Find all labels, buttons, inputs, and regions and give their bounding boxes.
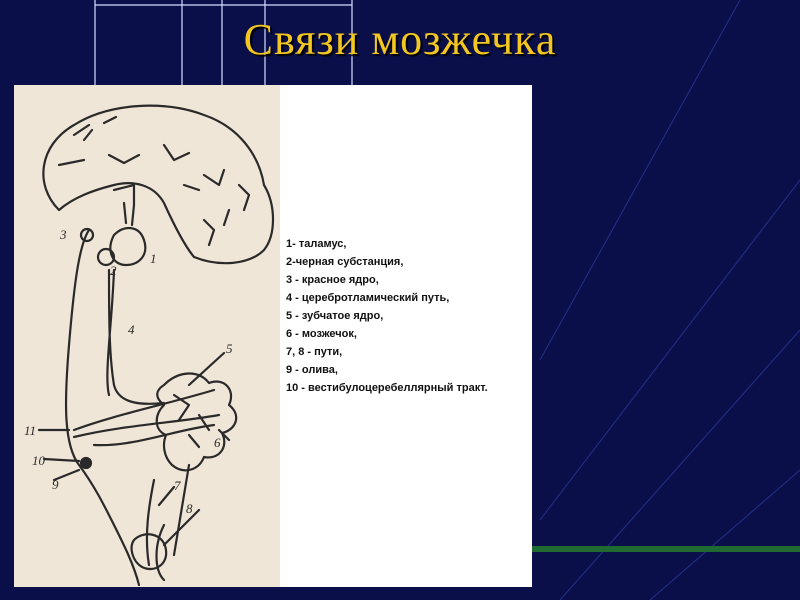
gyri-marks (59, 117, 249, 245)
label-11: 11 (24, 423, 37, 438)
legend-item: 3 - красное ядро, (286, 274, 379, 286)
cerebellum-connections-diagram (14, 85, 280, 587)
green-bar (532, 546, 800, 552)
label-3: 3 (60, 227, 67, 242)
legend-list (286, 235, 526, 397)
label-7: 7 (174, 478, 181, 493)
legend-item: 1- таламус, (286, 238, 347, 250)
label-5: 5 (226, 341, 233, 356)
scanned-figure (14, 85, 280, 587)
label-10: 10 (32, 453, 45, 468)
label-2: 2 (110, 263, 117, 278)
legend-item: 5 - зубчатое ядро, (286, 310, 384, 322)
pathway-4 (107, 270, 164, 404)
fiber-tracts (74, 390, 219, 565)
brainstem-outline (66, 230, 139, 585)
legend-item: 10 - вестибулоцеребеллярный тракт. (286, 382, 488, 394)
legend-item: 2-черная субстанция, (286, 256, 404, 268)
diagram-numbers (24, 227, 233, 516)
label-8: 8 (186, 501, 193, 516)
legend-item: 7, 8 - пути, (286, 346, 343, 358)
figure-panel (14, 85, 532, 587)
label-6: 6 (214, 435, 221, 450)
legend-item: 6 - мозжечок, (286, 328, 357, 340)
label-9: 9 (52, 477, 59, 492)
label-1: 1 (150, 251, 157, 266)
slide-title: Связи мозжечка (243, 15, 557, 64)
label-4: 4 (128, 322, 135, 337)
legend-item: 4 - церебротламический путь, (286, 292, 450, 304)
legend-item: 9 - олива, (286, 364, 338, 376)
